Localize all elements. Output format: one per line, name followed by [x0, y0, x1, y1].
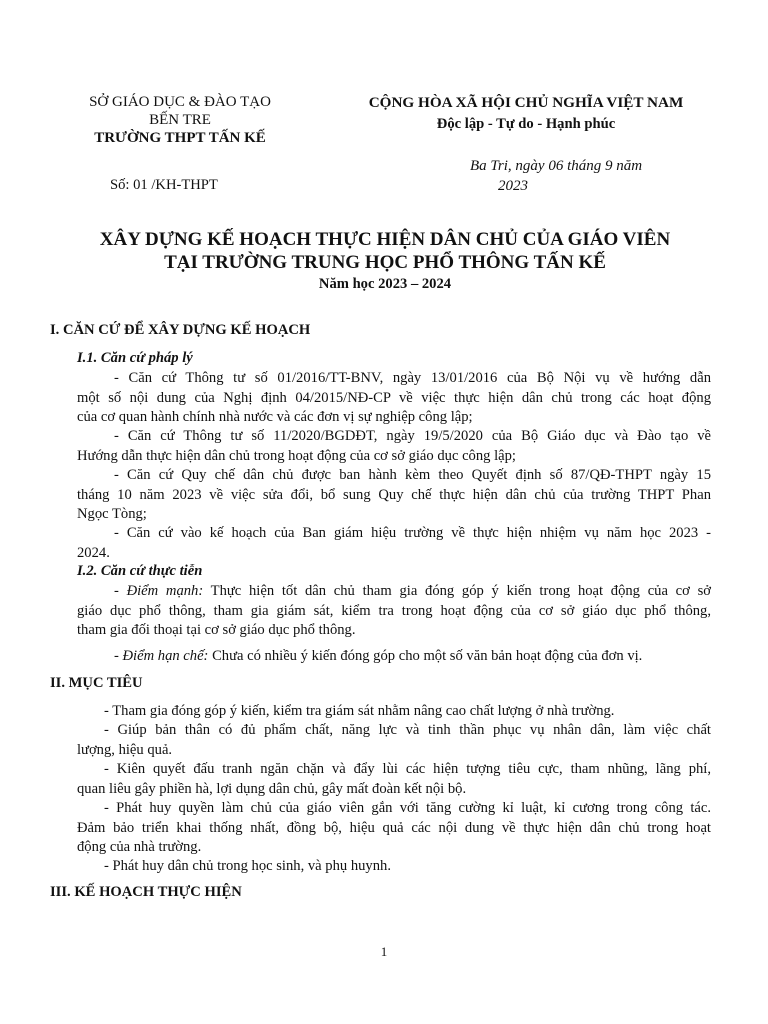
date-line: Ba Tri, ngày 06 tháng 9 năm: [470, 158, 643, 174]
section-2-heading: II. MỤC TIÊU: [50, 675, 143, 691]
paragraph-line: động của nhà trường.: [77, 839, 202, 855]
national-title: CỘNG HÒA XÃ HỘI CHỦ NGHĨA VIỆT NAM: [368, 94, 684, 111]
section-1-heading: I. CĂN CỨ ĐỂ XÂY DỰNG KẾ HOẠCH: [50, 322, 311, 338]
paragraph-line: - Căn cứ vào kế hoạch của Ban giám hiệu trường về thực hiện nhiệm vụ năm học 2023 -: [114, 525, 711, 541]
paragraph-line: [77, 647, 711, 667]
weakness-text: Chưa có nhiều ý kiến đóng góp cho một số văn bản hoạt động của đơn vị.: [208, 648, 643, 664]
paragraph-line: - Giúp bản thân có đủ phẩm chất, năng lực và tinh thần phục vụ nhân dân, làm việc chất: [104, 722, 711, 738]
section-3-heading: III. KẾ HOẠCH THỰC HIỆN: [50, 884, 242, 900]
document-title-line-1: XÂY DỰNG KẾ HOẠCH THỰC HIỆN DÂN CHỦ CỦA GIÁO VIÊN: [99, 229, 671, 250]
legal-basis-paragraph-1: [77, 369, 711, 428]
paragraph-line: - Căn cứ Thông tư số 01/2016/TT-BNV, ngày 13/01/2016 của Bộ Nội vụ về hướng dẫn: [114, 370, 711, 386]
subsection-1-2-heading: I.2. Căn cứ thực tiễn: [77, 563, 203, 579]
weakness-paragraph: [77, 647, 711, 667]
strength-text: Thực hiện tốt dân chủ tham gia đóng góp ý kiến trong hoạt động của cơ sở: [203, 583, 711, 599]
paragraph-line: một số nội dung của Nghị định 04/2015/NĐ-CP về việc thực hiện dân chủ trong các hoạt động: [77, 389, 711, 406]
goal-1: [77, 702, 711, 722]
paragraph-line: Hướng dẫn thực hiện dân chủ trong hoạt động của cơ sở giáo dục công lập;: [77, 447, 516, 464]
weakness-label: - Điểm hạn chế:: [114, 648, 209, 664]
paragraph-line: [77, 582, 711, 602]
paragraph-line: tháng 10 năm 2023 về việc sửa đổi, bổ sung Quy chế thực hiện dân chủ của trường THPT Phan: [77, 486, 711, 503]
paragraph-line: - Phát huy quyền làm chủ của giáo viên gắn với tăng cường kỉ luật, kỉ cương trong công tác.: [104, 800, 711, 816]
paragraph-line: quan liêu gây phiền hà, lợi dụng dân chủ, gây mất đoàn kết nội bộ.: [77, 780, 467, 797]
date-year: 2023: [498, 178, 528, 194]
national-motto: Độc lập - Tự do - Hạnh phúc: [436, 116, 616, 132]
paragraph-line: - Phát huy dân chủ trong học sinh, và phụ huynh.: [104, 858, 391, 874]
strength-label: - Điểm mạnh:: [114, 583, 204, 599]
paragraph-line: - Tham gia đóng góp ý kiến, kiểm tra giám sát nhằm nâng cao chất lượng ở nhà trường.: [104, 703, 615, 719]
paragraph-line: của cơ quan hành chính nhà nước và các đơn vị sự nghiệp công lập;: [77, 409, 473, 425]
paragraph-line: Đảm bảo triển khai thống nhất, đồng bộ, hiệu quả các nội dung về thực hiện dân chủ trong hoạt: [77, 819, 711, 836]
goal-2: [77, 721, 711, 760]
document-title-line-2: TẠI TRƯỜNG TRUNG HỌC PHỔ THÔNG TẤN KẾ: [164, 252, 606, 273]
document-number: Số: 01 /KH-THPT: [110, 177, 218, 193]
paragraph-line: - Căn cứ Quy chế dân chủ được ban hành kèm theo Quyết định số 87/QĐ-THPT ngày 15: [114, 467, 711, 483]
paragraph-line: Ngọc Tòng;: [77, 506, 147, 522]
legal-basis-paragraph-2: [77, 427, 711, 466]
paragraph-line: 2024.: [77, 544, 110, 561]
subsection-1-1-heading: I.1. Căn cứ pháp lý: [77, 350, 193, 366]
goal-3: [77, 760, 711, 799]
legal-basis-paragraph-4: [77, 524, 711, 563]
goal-5: [77, 857, 711, 877]
agency-name: [60, 94, 300, 147]
paragraph-line: lượng, hiệu quả.: [77, 741, 173, 758]
paragraph-line: tham gia đối thoại tại cơ sở giáo dục phổ thông.: [77, 622, 356, 638]
paragraph-line: - Kiên quyết đấu tranh ngăn chặn và đẩy lùi các hiện tượng tiêu cực, tham nhũng, lãng phí,: [104, 761, 711, 777]
agency-line-1: SỞ GIÁO DỤC & ĐÀO TẠO: [89, 94, 271, 110]
school-year: Năm học 2023 – 2024: [318, 276, 452, 292]
legal-basis-paragraph-3: [77, 466, 711, 525]
paragraph-line: - Căn cứ Thông tư số 11/2020/BGDĐT, ngày 19/5/2020 của Bộ Giáo dục và Đào tạo về: [114, 428, 711, 444]
paragraph-line: giáo dục phổ thông, tham gia giám sát, kiểm tra trong hoạt động của cơ sở giáo dục phổ thông,: [77, 602, 711, 619]
page-number: 1: [380, 944, 388, 959]
goal-4: [77, 799, 711, 858]
strength-paragraph: [77, 582, 711, 641]
school-name: TRƯỜNG THPT TẤN KẾ: [94, 130, 266, 146]
agency-line-2: BẾN TRE: [149, 112, 211, 128]
